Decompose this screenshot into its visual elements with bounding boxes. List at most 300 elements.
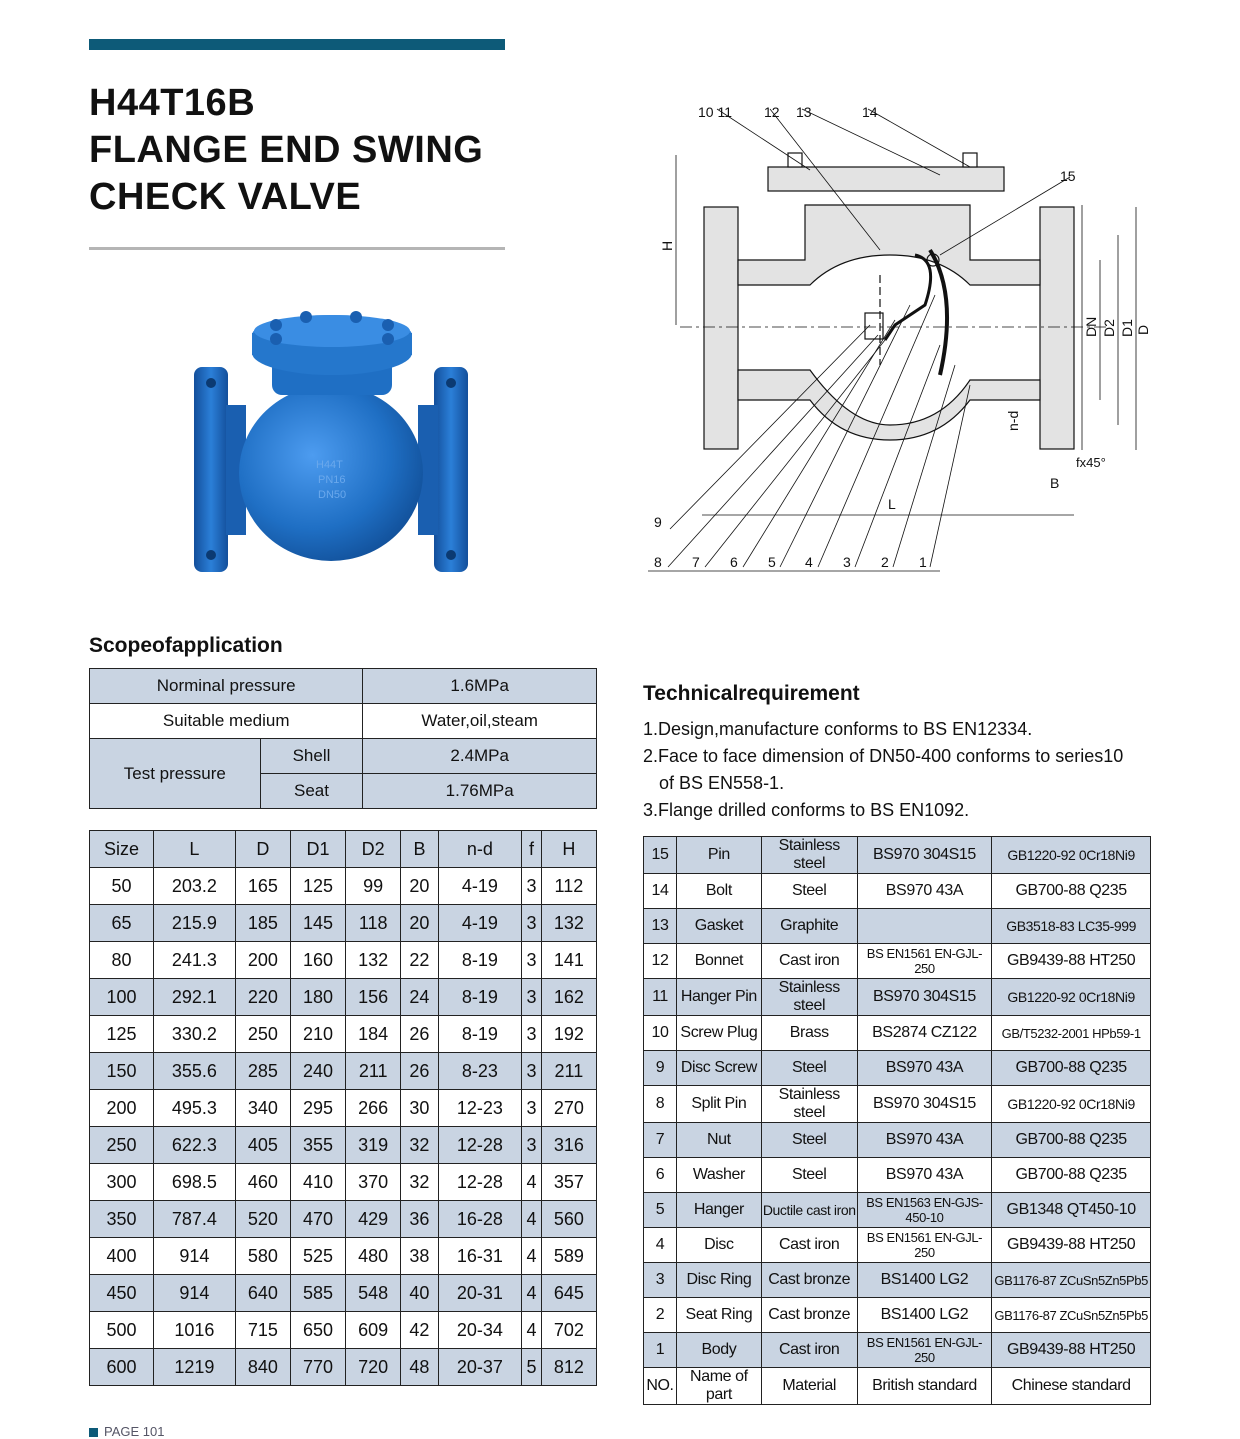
table-cell: Graphite	[761, 909, 857, 944]
table-cell: 5	[644, 1193, 677, 1228]
parts-footer-row	[644, 1368, 1151, 1405]
seat-label: Seat	[260, 774, 363, 809]
table-cell: 622.3	[153, 1127, 235, 1164]
table-cell: 250	[90, 1127, 154, 1164]
table-cell: 580	[235, 1238, 290, 1275]
table-cell: Name of part	[676, 1368, 761, 1405]
table-cell: 13	[644, 909, 677, 944]
table-cell: 2	[644, 1298, 677, 1333]
table-cell: 4	[522, 1312, 542, 1349]
table-cell: 650	[290, 1312, 345, 1349]
table-cell: 15	[644, 837, 677, 874]
table-cell: GB700-88 Q235	[992, 1051, 1151, 1086]
table-cell: 715	[235, 1312, 290, 1349]
table-cell: 215.9	[153, 905, 235, 942]
dim-label-d2: D2	[1101, 319, 1117, 337]
table-cell: 38	[401, 1238, 438, 1275]
requirement-item: 3.Flange drilled conforms to BS EN1092.	[643, 800, 970, 820]
table-cell: 118	[346, 905, 401, 942]
requirement-item: 2.Face to face dimension of DN50-400 conforms to series10	[643, 746, 1124, 766]
table-cell: 185	[235, 905, 290, 942]
table-cell: Stainless steel	[761, 979, 857, 1016]
table-cell: 585	[290, 1275, 345, 1312]
dimensions-header-cell: D	[235, 831, 290, 868]
table-cell: 500	[90, 1312, 154, 1349]
table-cell: 12-23	[438, 1090, 522, 1127]
shell-label: Shell	[260, 739, 363, 774]
table-cell: 32	[401, 1164, 438, 1201]
valve-photo	[186, 305, 476, 580]
table-cell: 3	[522, 905, 542, 942]
table-cell: 12-28	[438, 1164, 522, 1201]
drawing-label-3: 3	[843, 554, 851, 570]
table-cell: 266	[346, 1090, 401, 1127]
dimensions-header-cell: n-d	[438, 831, 522, 868]
table-cell: 211	[346, 1053, 401, 1090]
dim-label-d: D	[1135, 324, 1151, 335]
table-cell: GB1348 QT450-10	[992, 1193, 1151, 1228]
table-cell: 7	[644, 1123, 677, 1158]
table-cell: Gasket	[676, 909, 761, 944]
nominal-pressure-value: 1.6MPa	[363, 669, 597, 704]
table-cell: 20	[401, 905, 438, 942]
table-cell: 80	[90, 942, 154, 979]
table-cell: 8-23	[438, 1053, 522, 1090]
table-cell: 480	[346, 1238, 401, 1275]
table-cell: GB1176-87 ZCuSn5Zn5Pb5	[992, 1263, 1151, 1298]
table-cell: 450	[90, 1275, 154, 1312]
table-cell: 156	[346, 979, 401, 1016]
table-cell: 1	[644, 1333, 677, 1368]
table-cell: 470	[290, 1201, 345, 1238]
table-cell: 250	[235, 1016, 290, 1053]
title-line-3: CHECK VALVE	[89, 176, 362, 218]
page-number: PAGE 101	[104, 1424, 165, 1439]
footer-square-icon	[89, 1428, 98, 1437]
scope-table	[89, 668, 597, 809]
table-cell: 698.5	[153, 1164, 235, 1201]
table-cell: 12	[644, 944, 677, 979]
table-cell: BS EN1561 EN-GJL-250	[857, 944, 992, 979]
table-cell: 16-31	[438, 1238, 522, 1275]
table-cell: Washer	[676, 1158, 761, 1193]
title-model: H44T16B	[89, 82, 256, 124]
table-cell: Stainless steel	[761, 1086, 857, 1123]
table-row	[644, 1086, 1151, 1123]
table-cell: 132	[541, 905, 596, 942]
table-row	[644, 944, 1151, 979]
table-row	[644, 1263, 1151, 1298]
table-cell: 4-19	[438, 905, 522, 942]
table-cell: 295	[290, 1090, 345, 1127]
section-drawing	[640, 95, 1160, 585]
suitable-medium-label: Suitable medium	[90, 704, 363, 739]
table-cell: 211	[541, 1053, 596, 1090]
table-cell: 4	[644, 1228, 677, 1263]
table-cell: 220	[235, 979, 290, 1016]
table-row	[90, 1016, 597, 1053]
dim-label-f: fx45°	[1076, 455, 1106, 470]
table-row	[90, 1127, 597, 1164]
table-row	[90, 979, 597, 1016]
table-cell: 8-19	[438, 942, 522, 979]
table-cell: Disc Ring	[676, 1263, 761, 1298]
table-cell: 12-28	[438, 1127, 522, 1164]
table-cell: BS970 304S15	[857, 979, 992, 1016]
table-cell: GB1220-92 0Cr18Ni9	[992, 1086, 1151, 1123]
table-row	[90, 1275, 597, 1312]
parts-table	[643, 836, 1151, 1405]
table-row	[644, 1193, 1151, 1228]
table-cell: BS970 43A	[857, 1123, 992, 1158]
dimensions-header-cell: Size	[90, 831, 154, 868]
table-cell: 4-19	[438, 868, 522, 905]
table-cell: 4	[522, 1164, 542, 1201]
table-cell: 48	[401, 1349, 438, 1386]
body-mark-1: H44T	[316, 459, 343, 471]
dim-label-nd: n-d	[1005, 410, 1021, 431]
table-cell: Steel	[761, 1123, 857, 1158]
drawing-label-4: 4	[805, 554, 813, 570]
dimensions-header-cell: f	[522, 831, 542, 868]
table-row	[90, 1090, 597, 1127]
table-cell: 4	[522, 1201, 542, 1238]
table-cell: 125	[290, 868, 345, 905]
table-cell: GB700-88 Q235	[992, 874, 1151, 909]
table-cell: 50	[90, 868, 154, 905]
table-row	[90, 905, 597, 942]
technical-heading: Technicalrequirement	[643, 682, 860, 705]
table-cell: 165	[235, 868, 290, 905]
table-cell: 840	[235, 1349, 290, 1386]
table-cell: 8-19	[438, 1016, 522, 1053]
table-cell: GB1220-92 0Cr18Ni9	[992, 979, 1151, 1016]
table-cell: Seat Ring	[676, 1298, 761, 1333]
table-cell: BS970 43A	[857, 874, 992, 909]
title-line-2: FLANGE END SWING	[89, 129, 484, 171]
table-cell: 914	[153, 1275, 235, 1312]
dimensions-header-row	[90, 831, 597, 868]
table-cell: 42	[401, 1312, 438, 1349]
table-cell: Hanger Pin	[676, 979, 761, 1016]
table-cell: Bonnet	[676, 944, 761, 979]
table-cell: 355.6	[153, 1053, 235, 1090]
table-cell: 141	[541, 942, 596, 979]
table-cell: BS970 304S15	[857, 1086, 992, 1123]
table-cell: 11	[644, 979, 677, 1016]
table-row	[644, 1158, 1151, 1193]
table-cell: BS1400 LG2	[857, 1298, 992, 1333]
table-cell: 8	[644, 1086, 677, 1123]
table-cell: Steel	[761, 1051, 857, 1086]
table-cell: 132	[346, 942, 401, 979]
table-cell: 525	[290, 1238, 345, 1275]
table-cell: 180	[290, 979, 345, 1016]
table-cell: 20-31	[438, 1275, 522, 1312]
drawing-label-10-11: 10 11	[698, 104, 732, 120]
table-cell: 150	[90, 1053, 154, 1090]
table-cell: 9	[644, 1051, 677, 1086]
table-cell: 3	[522, 1127, 542, 1164]
requirement-item: of BS EN558-1.	[659, 773, 785, 793]
table-cell: 14	[644, 874, 677, 909]
table-row	[644, 1298, 1151, 1333]
drawing-label-13: 13	[796, 104, 812, 120]
table-cell: BS2874 CZ122	[857, 1016, 992, 1051]
table-cell: GB1220-92 0Cr18Ni9	[992, 837, 1151, 874]
shell-value: 2.4MPa	[363, 739, 597, 774]
table-cell: GB1176-87 ZCuSn5Zn5Pb5	[992, 1298, 1151, 1333]
table-row	[90, 1053, 597, 1090]
table-cell: 357	[541, 1164, 596, 1201]
table-cell: 203.2	[153, 868, 235, 905]
table-cell: 520	[235, 1201, 290, 1238]
table-cell: Stainless steel	[761, 837, 857, 874]
table-cell: 609	[346, 1312, 401, 1349]
table-cell: 192	[541, 1016, 596, 1053]
table-cell: British standard	[857, 1368, 992, 1405]
table-cell: 200	[235, 942, 290, 979]
table-cell: Hanger	[676, 1193, 761, 1228]
table-cell: 405	[235, 1127, 290, 1164]
table-cell: 3	[522, 1090, 542, 1127]
table-cell: 145	[290, 905, 345, 942]
drawing-label-15: 15	[1060, 168, 1076, 184]
table-cell: 1016	[153, 1312, 235, 1349]
table-cell: Pin	[676, 837, 761, 874]
drawing-label-5: 5	[768, 554, 776, 570]
table-cell: 589	[541, 1238, 596, 1275]
table-cell: 914	[153, 1238, 235, 1275]
table-cell: 112	[541, 868, 596, 905]
table-cell	[857, 909, 992, 944]
table-cell: 495.3	[153, 1090, 235, 1127]
table-cell: 100	[90, 979, 154, 1016]
table-cell: 770	[290, 1349, 345, 1386]
table-cell: BS EN1563 EN-GJS-450-10	[857, 1193, 992, 1228]
table-cell: Steel	[761, 874, 857, 909]
dim-label-b: B	[1050, 475, 1060, 491]
table-cell: 340	[235, 1090, 290, 1127]
table-cell: 645	[541, 1275, 596, 1312]
table-cell: 65	[90, 905, 154, 942]
table-cell: 36	[401, 1201, 438, 1238]
table-cell: 125	[90, 1016, 154, 1053]
table-cell: 3	[522, 868, 542, 905]
table-cell: Ductile cast iron	[761, 1193, 857, 1228]
table-cell: 3	[522, 942, 542, 979]
table-cell: Steel	[761, 1158, 857, 1193]
drawing-label-2: 2	[881, 554, 889, 570]
scope-heading: Scopeofapplication	[89, 634, 283, 657]
table-cell: 270	[541, 1090, 596, 1127]
table-cell: Cast bronze	[761, 1298, 857, 1333]
table-cell: Body	[676, 1333, 761, 1368]
table-cell: 316	[541, 1127, 596, 1164]
table-cell: Material	[761, 1368, 857, 1405]
drawing-label-7: 7	[692, 554, 700, 570]
table-cell: 355	[290, 1127, 345, 1164]
table-cell: 5	[522, 1349, 542, 1386]
table-cell: 720	[346, 1349, 401, 1386]
dimensions-header-cell: L	[153, 831, 235, 868]
table-cell: 350	[90, 1201, 154, 1238]
table-cell: BS EN1561 EN-GJL-250	[857, 1228, 992, 1263]
table-cell: 787.4	[153, 1201, 235, 1238]
dimensions-header-cell: B	[401, 831, 438, 868]
table-cell: 319	[346, 1127, 401, 1164]
table-cell: BS970 43A	[857, 1158, 992, 1193]
body-mark-3: DN50	[318, 489, 347, 501]
seat-value: 1.76MPa	[363, 774, 597, 809]
drawing-label-12: 12	[764, 104, 780, 120]
table-cell: 460	[235, 1164, 290, 1201]
table-cell: Brass	[761, 1016, 857, 1051]
table-cell: GB9439-88 HT250	[992, 1228, 1151, 1263]
table-row	[644, 1016, 1151, 1051]
table-cell: 162	[541, 979, 596, 1016]
table-cell: GB700-88 Q235	[992, 1123, 1151, 1158]
table-cell: Disc Screw	[676, 1051, 761, 1086]
header-accent-bar	[89, 39, 505, 50]
table-cell: BS970 43A	[857, 1051, 992, 1086]
drawing-label-9: 9	[654, 514, 662, 530]
table-cell: 24	[401, 979, 438, 1016]
table-cell: 20-34	[438, 1312, 522, 1349]
table-cell: BS1400 LG2	[857, 1263, 992, 1298]
table-cell: 240	[290, 1053, 345, 1090]
table-cell: NO.	[644, 1368, 677, 1405]
table-cell: 99	[346, 868, 401, 905]
table-cell: 702	[541, 1312, 596, 1349]
table-row	[90, 868, 597, 905]
table-cell: 560	[541, 1201, 596, 1238]
table-cell: 1219	[153, 1349, 235, 1386]
table-cell: 548	[346, 1275, 401, 1312]
dim-label-l: L	[888, 496, 896, 512]
suitable-medium-value: Water,oil,steam	[363, 704, 597, 739]
dim-label-h: H	[659, 240, 675, 251]
table-row	[644, 1228, 1151, 1263]
table-cell: Split Pin	[676, 1086, 761, 1123]
table-row	[644, 1051, 1151, 1086]
table-cell: Nut	[676, 1123, 761, 1158]
table-row	[644, 1123, 1151, 1158]
table-cell: Disc	[676, 1228, 761, 1263]
title-divider	[89, 247, 505, 250]
dimensions-table	[89, 830, 597, 1386]
table-cell: 300	[90, 1164, 154, 1201]
table-cell: 40	[401, 1275, 438, 1312]
table-cell: 241.3	[153, 942, 235, 979]
table-cell: 16-28	[438, 1201, 522, 1238]
table-cell: 8-19	[438, 979, 522, 1016]
table-cell: 285	[235, 1053, 290, 1090]
table-cell: 160	[290, 942, 345, 979]
table-cell: 3	[644, 1263, 677, 1298]
table-cell: 26	[401, 1053, 438, 1090]
table-cell: Cast iron	[761, 1333, 857, 1368]
table-cell: Chinese standard	[992, 1368, 1151, 1405]
drawing-label-8: 8	[654, 554, 662, 570]
table-cell: GB/T5232-2001 HPb59-1	[992, 1016, 1151, 1051]
drawing-label-14: 14	[862, 104, 878, 120]
table-cell: 3	[522, 979, 542, 1016]
table-cell: 4	[522, 1275, 542, 1312]
table-row	[644, 874, 1151, 909]
table-row	[644, 979, 1151, 1016]
table-cell: 3	[522, 1053, 542, 1090]
table-cell: Cast bronze	[761, 1263, 857, 1298]
table-cell: 20	[401, 868, 438, 905]
table-row	[90, 1238, 597, 1275]
table-row	[90, 1164, 597, 1201]
table-cell: 30	[401, 1090, 438, 1127]
technical-requirements	[643, 716, 1163, 824]
table-cell: 26	[401, 1016, 438, 1053]
table-row	[90, 1201, 597, 1238]
body-mark-2: PN16	[318, 474, 346, 486]
dim-label-d1: D1	[1119, 319, 1135, 337]
table-row	[90, 1349, 597, 1386]
table-cell: 292.1	[153, 979, 235, 1016]
dim-label-dn: DN	[1083, 316, 1099, 337]
table-cell: 32	[401, 1127, 438, 1164]
drawing-label-1: 1	[919, 554, 927, 570]
requirement-item: 1.Design,manufacture conforms to BS EN12334.	[643, 719, 1033, 739]
table-cell: 184	[346, 1016, 401, 1053]
table-cell: Cast iron	[761, 1228, 857, 1263]
dimensions-header-cell: H	[541, 831, 596, 868]
table-cell: 600	[90, 1349, 154, 1386]
table-cell: GB9439-88 HT250	[992, 944, 1151, 979]
test-pressure-label: Test pressure	[90, 739, 261, 809]
page-title	[89, 80, 519, 221]
drawing-label-6: 6	[730, 554, 738, 570]
table-row	[90, 1312, 597, 1349]
table-cell: 4	[522, 1238, 542, 1275]
table-cell: 429	[346, 1201, 401, 1238]
table-cell: BS970 304S15	[857, 837, 992, 874]
dimensions-header-cell: D1	[290, 831, 345, 868]
table-cell: Bolt	[676, 874, 761, 909]
table-cell: 210	[290, 1016, 345, 1053]
table-cell: 3	[522, 1016, 542, 1053]
table-row	[644, 909, 1151, 944]
table-cell: GB9439-88 HT250	[992, 1333, 1151, 1368]
table-cell: 400	[90, 1238, 154, 1275]
table-cell: 22	[401, 942, 438, 979]
table-cell: 10	[644, 1016, 677, 1051]
table-row	[644, 837, 1151, 874]
table-cell: 410	[290, 1164, 345, 1201]
table-cell: 640	[235, 1275, 290, 1312]
nominal-pressure-label: Norminal pressure	[90, 669, 363, 704]
table-cell: Cast iron	[761, 944, 857, 979]
table-cell: 20-37	[438, 1349, 522, 1386]
table-cell: GB700-88 Q235	[992, 1158, 1151, 1193]
table-cell: GB3518-83 LC35-999	[992, 909, 1151, 944]
table-cell: 812	[541, 1349, 596, 1386]
table-cell: BS EN1561 EN-GJL-250	[857, 1333, 992, 1368]
table-row	[90, 942, 597, 979]
table-row	[644, 1333, 1151, 1368]
dimensions-header-cell: D2	[346, 831, 401, 868]
table-cell: 200	[90, 1090, 154, 1127]
table-cell: 330.2	[153, 1016, 235, 1053]
table-cell: 370	[346, 1164, 401, 1201]
table-cell: Screw Plug	[676, 1016, 761, 1051]
